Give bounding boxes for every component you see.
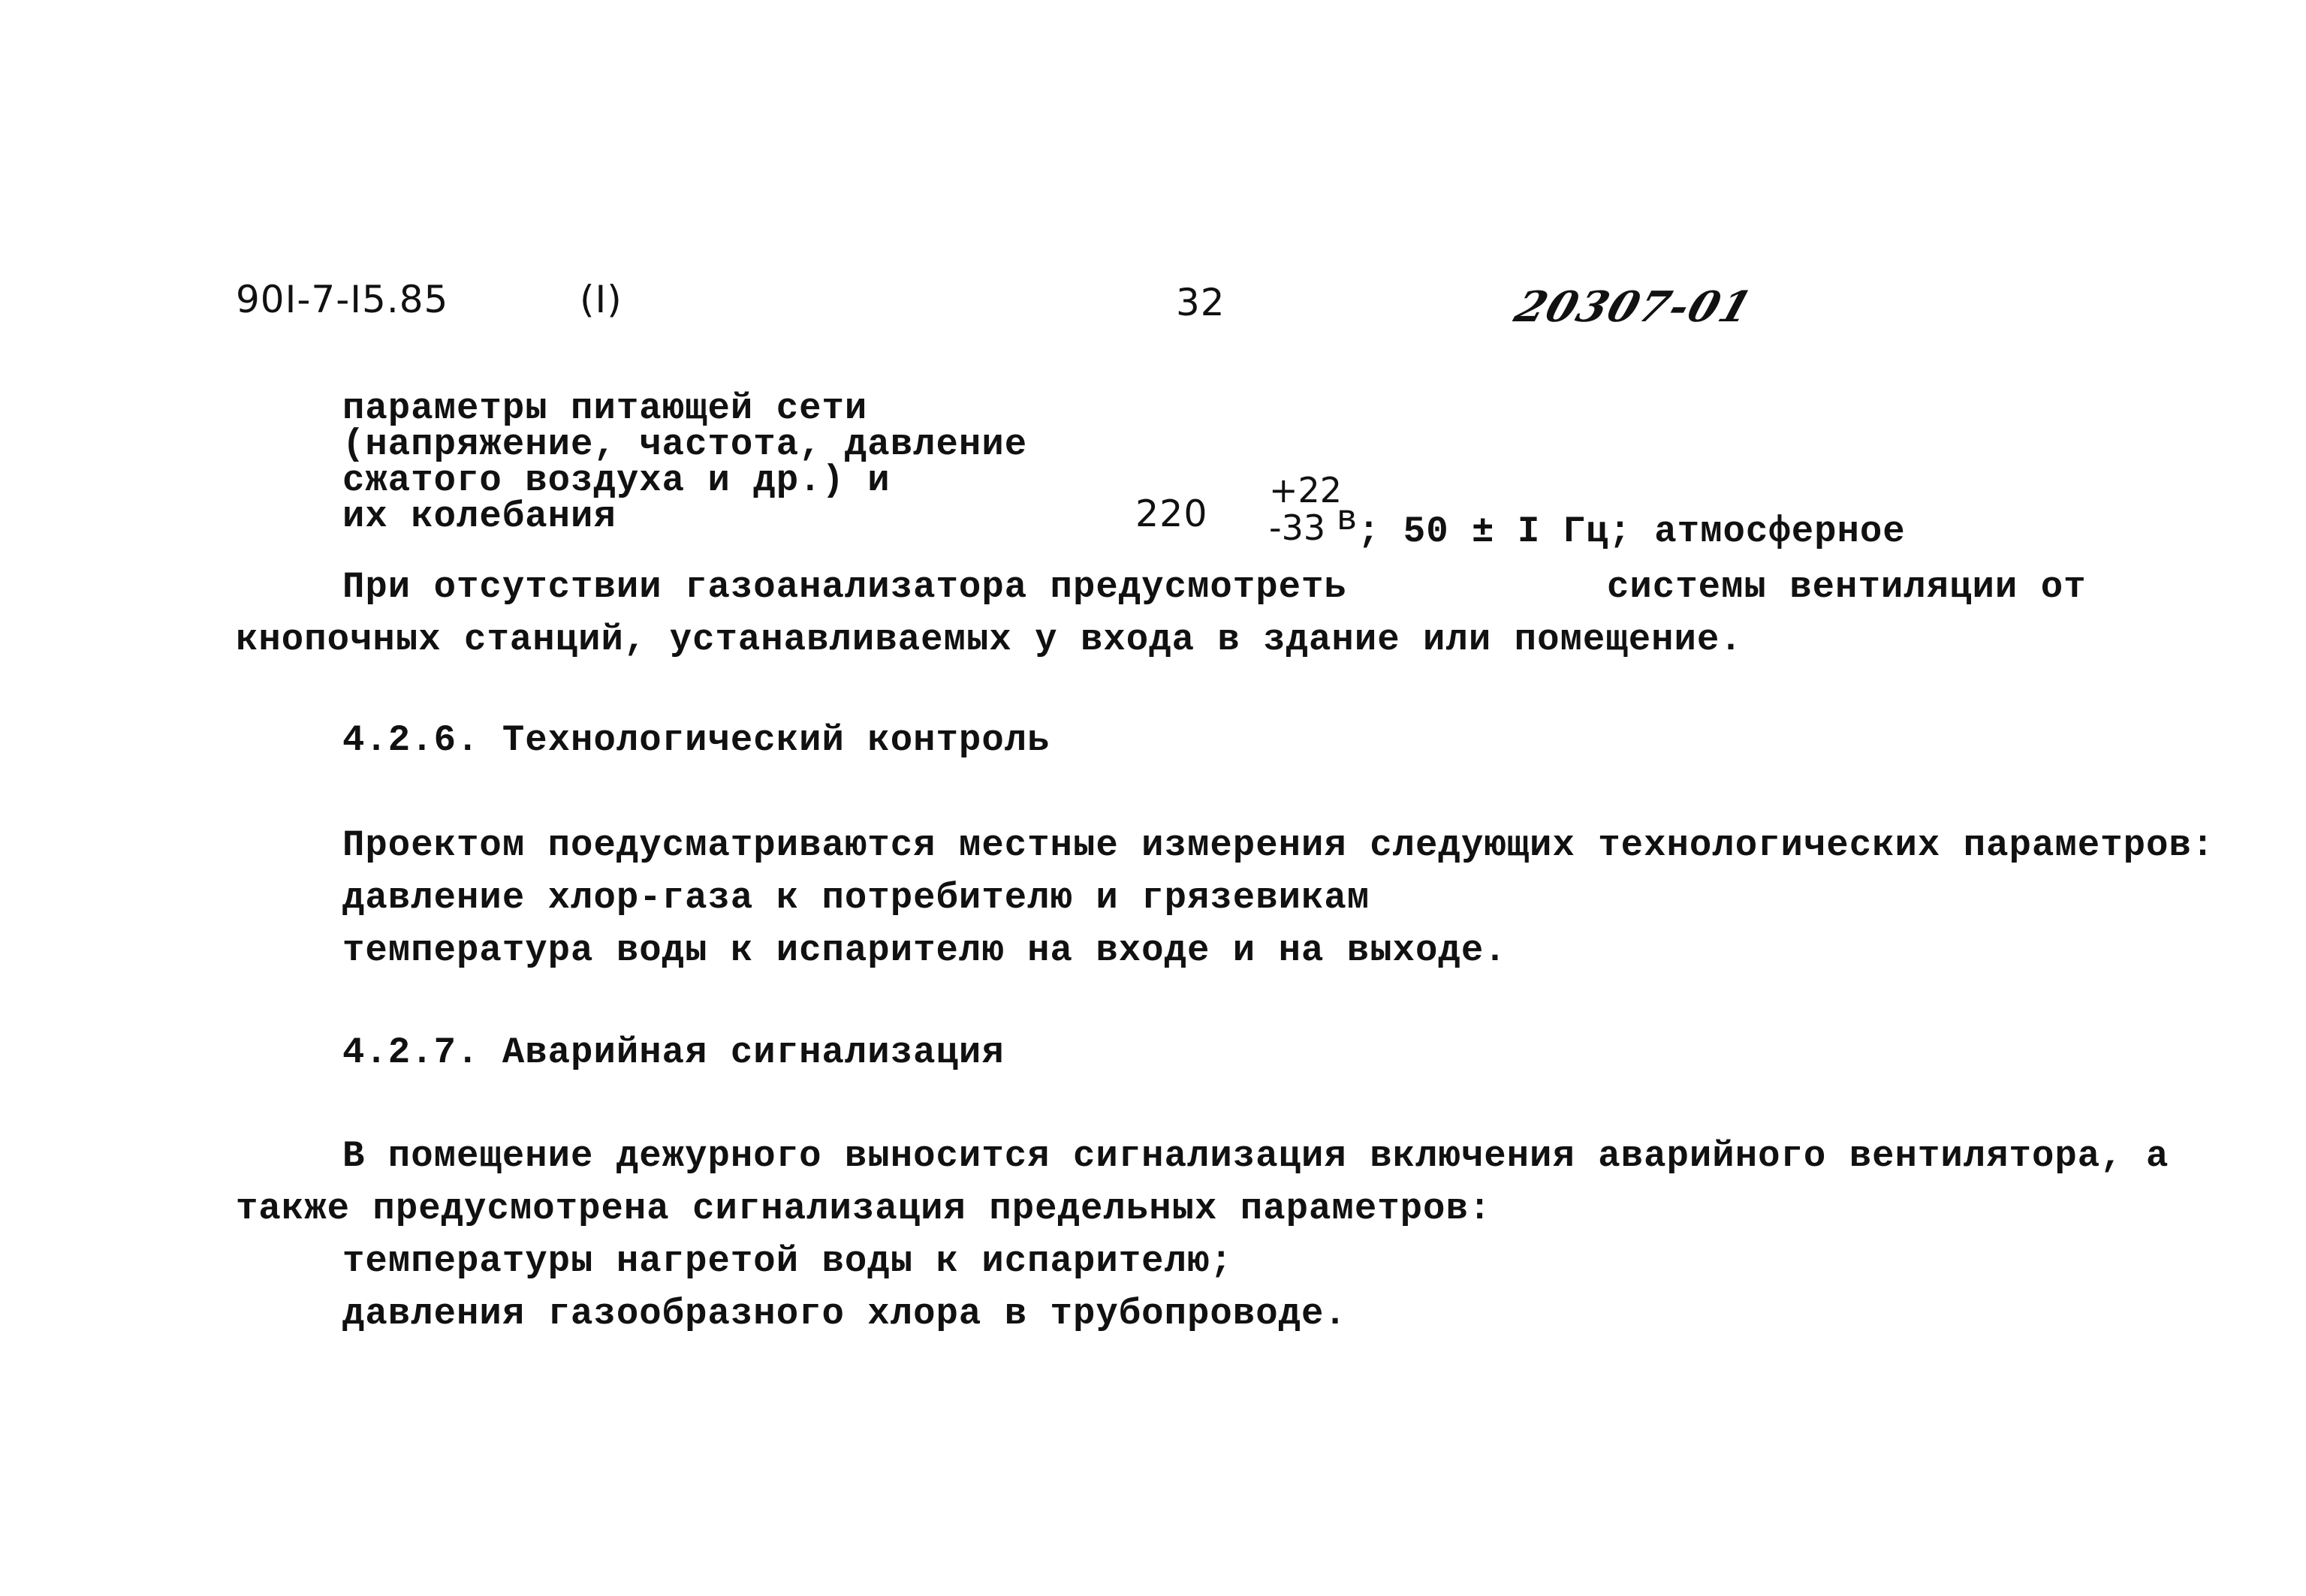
params-line-4: их колебания bbox=[342, 495, 616, 538]
params-line-2: (напряжение, частота, давление bbox=[342, 423, 1028, 465]
section-426-line-2: давление хлор-газа к потребителю и грязевикам bbox=[342, 877, 1370, 919]
voltage-unit: в bbox=[1337, 497, 1358, 538]
no-analyzer-line-2: кнопочных станций, устанавливаемых у входа в здание или помещение. bbox=[236, 619, 1743, 661]
section-426-title: 4.2.6. Технологический контроль bbox=[342, 719, 1051, 761]
no-analyzer-line-1b: системы вентиляции от bbox=[1607, 566, 2087, 608]
section-427-line-4: давления газообразного хлора в трубопроводе. bbox=[342, 1293, 1347, 1335]
voltage-value: 220 bbox=[1135, 492, 1208, 535]
section-427-line-2: также предусмотрена сигнализация предельных параметров: bbox=[236, 1188, 1492, 1230]
no-analyzer-line-1a: При отсутствии газоанализатора предусмотреть bbox=[342, 566, 1347, 608]
handwritten-stamp-number: 20307-01 bbox=[1509, 282, 1759, 332]
document-code: 90I-7-I5.85 bbox=[236, 278, 449, 321]
voltage-tolerance-plus: +22 bbox=[1269, 470, 1343, 510]
section-426-line-3: температура воды к испарителю на входе и на выходе. bbox=[342, 929, 1507, 971]
section-427-line-1: В помещение дежурного выносится сигнализация включения аварийного вентилятора, а bbox=[342, 1135, 2169, 1177]
frequency-and-pressure: ; 50 ± I Гц; атмосферное bbox=[1358, 510, 1906, 553]
params-line-1: параметры питающей сети bbox=[342, 387, 868, 429]
section-427-title: 4.2.7. Аварийная сигнализация bbox=[342, 1031, 1005, 1074]
section-427-line-3: температуры нагретой воды к испарителю; bbox=[342, 1240, 1233, 1282]
voltage-tolerance-minus: -33 bbox=[1269, 507, 1326, 548]
params-line-3: сжатого воздуха и др.) и bbox=[342, 459, 891, 501]
section-426-line-1: Проектом поедусматриваются местные измерения следующих технологических параметров: bbox=[342, 824, 2215, 866]
page-number: 32 bbox=[1176, 281, 1225, 324]
part-number: (I) bbox=[580, 278, 622, 321]
